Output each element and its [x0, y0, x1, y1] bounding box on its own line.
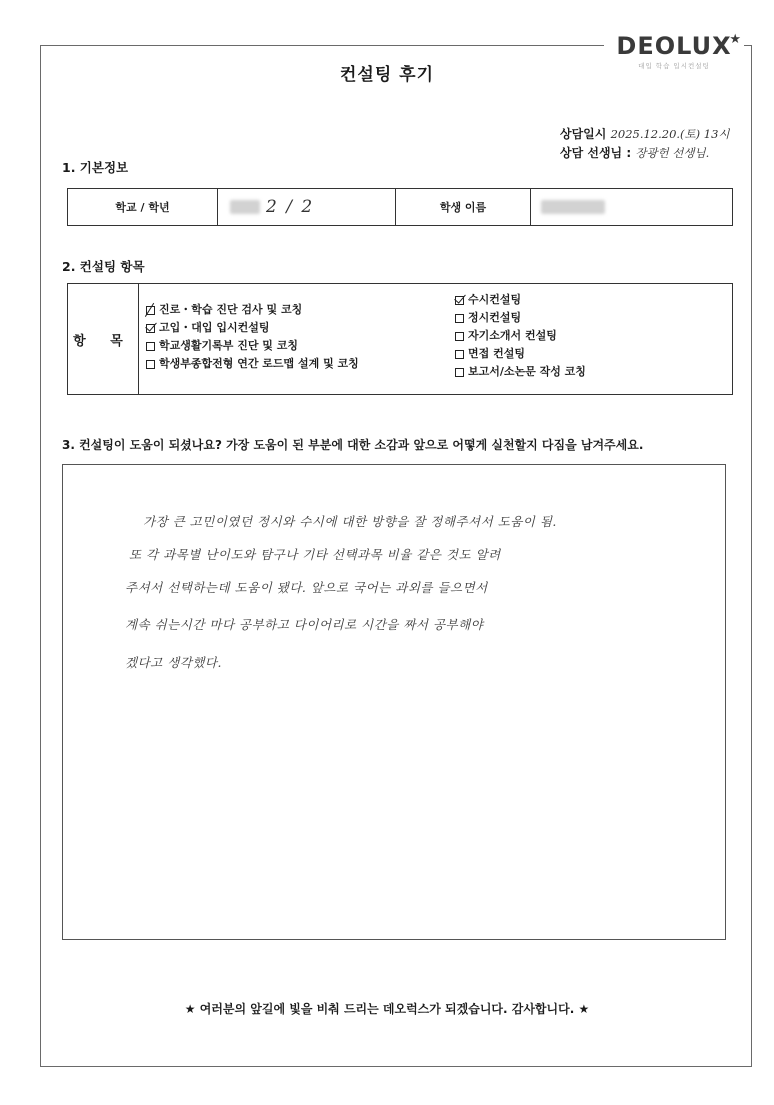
item-school-record: 학교생활기록부 진단 및 코칭: [146, 337, 359, 355]
logo-text: [604, 32, 744, 60]
items-left-column: [146, 301, 359, 373]
teacher-value: 장광헌 선생님.: [635, 146, 710, 160]
school-value: 2 / 2: [266, 197, 315, 217]
consulting-items-table: [67, 283, 733, 395]
consult-teacher: [560, 144, 709, 161]
footer-message: ★ 여러분의 앞길에 빛을 비춰 드리는 데오럭스가 되겠습니다. 감사합니다. ★: [184, 1002, 590, 1016]
checkbox-icon[interactable]: [455, 332, 464, 341]
student-label: 학생 이름: [439, 201, 487, 214]
redacted-school: [230, 200, 260, 214]
item-jeongsi: 정시컨설팅: [455, 309, 586, 327]
student-name-cell: [531, 189, 732, 225]
checkbox-icon[interactable]: [455, 314, 464, 323]
date-label: 상담일시: [560, 127, 607, 141]
item-self-intro: 자기소개서 컨설팅: [455, 327, 586, 345]
logo-brand: DEOLUX: [616, 32, 732, 60]
review-line: 주셔서 선택하는데 도움이 됐다. 앞으로 국어는 과외를 들으면서: [125, 580, 488, 595]
item-interview: 면접 컨설팅: [455, 345, 586, 363]
checkbox-icon[interactable]: [146, 306, 155, 315]
section-basic-title: 1. 기본정보: [62, 160, 129, 175]
redacted-student-name: [541, 200, 605, 214]
review-line: 또 각 과목별 난이도와 탐구나 기타 선택과목 비율 같은 것도 알려: [129, 547, 501, 562]
item-report: 보고서/소논문 작성 코칭: [455, 363, 586, 381]
school-label-cell: [68, 189, 218, 225]
school-label: 학교 / 학년: [115, 201, 170, 214]
item-susi: 수시컨설팅: [455, 291, 586, 309]
items-right-column: [455, 291, 586, 381]
review-line: 가장 큰 고민이였던 정시와 수시에 대한 방향을 잘 정해주셔서 도움이 됨.: [143, 514, 557, 529]
consult-date: [560, 125, 730, 142]
items-label: 항 목: [68, 284, 139, 394]
section-items-title: 2. 컨설팅 항목: [62, 259, 145, 274]
teacher-label: 상담 선생님 :: [560, 146, 632, 160]
star-icon: ★: [729, 32, 742, 47]
item-roadmap: 학생부종합전형 연간 로드맵 설계 및 코칭: [146, 355, 359, 373]
item-career-coaching: 진로・학습 진단 검사 및 코칭: [146, 301, 359, 319]
date-value: 2025.12.20.(토) 13시: [610, 127, 730, 141]
review-line: 겠다고 생각했다.: [125, 655, 222, 670]
checkbox-checked-icon[interactable]: [146, 324, 155, 333]
logo-tagline: 대입 학습 입시컨설팅: [638, 62, 710, 70]
school-value-cell: [218, 189, 396, 225]
checkbox-icon[interactable]: [455, 368, 464, 377]
review-line: 계속 쉬는시간 마다 공부하고 다이어리로 시간을 짜서 공부해야: [125, 617, 484, 632]
student-label-cell: [396, 189, 531, 225]
checkbox-checked-icon[interactable]: [455, 296, 464, 305]
section-review-title: 3. 컨설팅이 도움이 되셨나요? 가장 도움이 된 부분에 대한 소감과 앞으로 어떻게 실천할지 다짐을 남겨주세요.: [62, 438, 644, 452]
checkbox-icon[interactable]: [455, 350, 464, 359]
basic-info-table: [67, 188, 733, 226]
checkbox-icon[interactable]: [146, 342, 155, 351]
item-admission-consulting: 고입・대입 입시컨설팅: [146, 319, 359, 337]
page-title: 컨설팅 후기: [339, 65, 435, 85]
checkbox-icon[interactable]: [146, 360, 155, 369]
review-textarea[interactable]: [62, 464, 726, 940]
